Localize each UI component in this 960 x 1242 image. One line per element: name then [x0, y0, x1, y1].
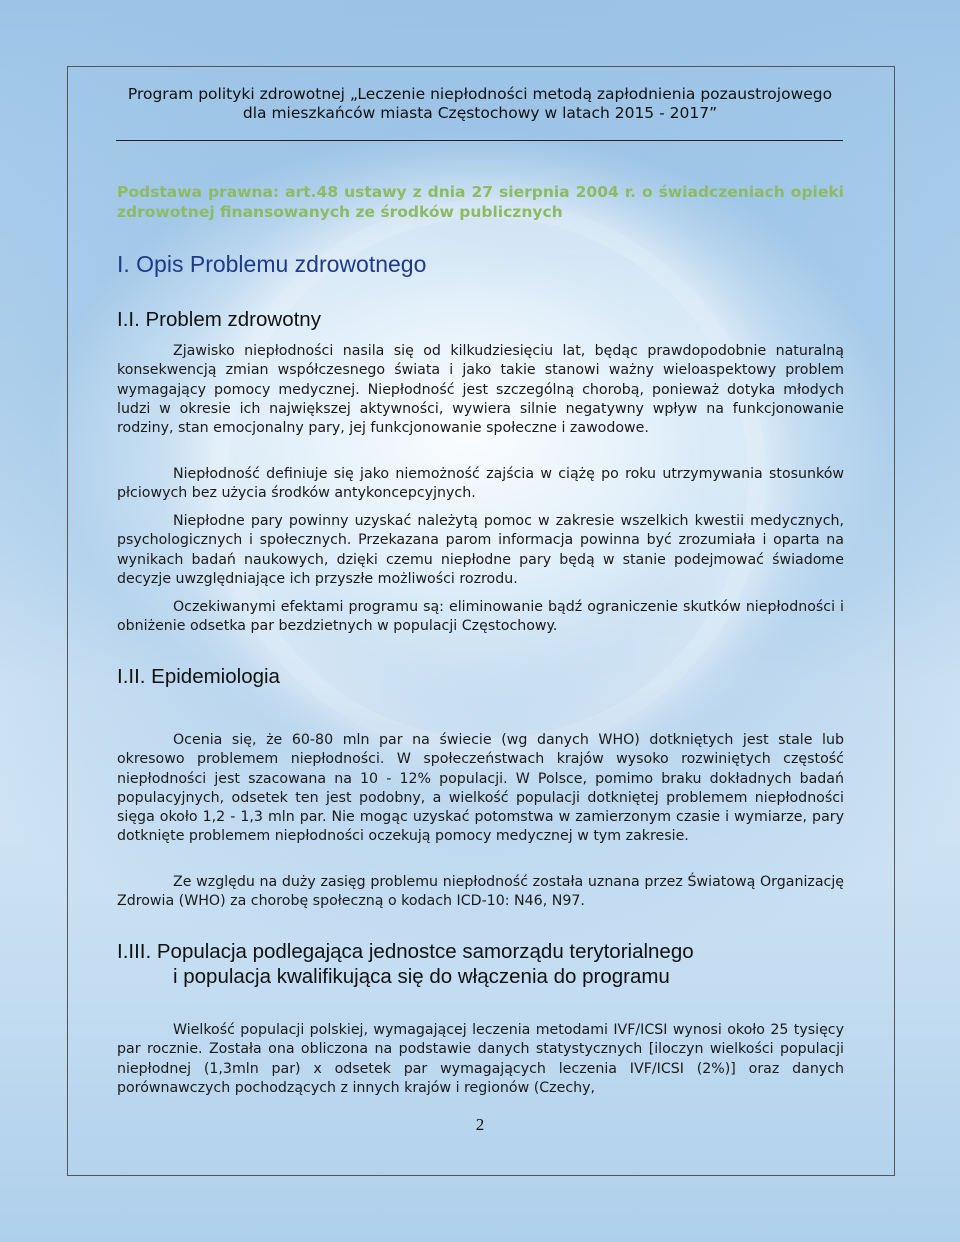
page-number: 2 — [475, 1115, 485, 1134]
header-rule — [116, 140, 843, 141]
paragraph-epidemiology-1: Ocenia się, że 60-80 mln par na świecie (wg danych WHO) dotkniętych jest stale lub okresowo problemem niepłodności. W społeczeństwach krajów wysoko rozwiniętych częstość niepłodności jest szacowana na 10 - 12% populacji. W Polsce, pomimo braku dokładnych badań populacyjnych, odsetek ten jest podobny, a wielkość populacji dotkniętej problemem niepłodności sięga około 1,2 - 1,3 mln par. Nie mogąc uzyskać potomstwa w zamierzonym czasie i wymiarze, pary dotknięte problemem niepłodności oczekują pomocy medycznej w tym zakresie. — [117, 732, 844, 845]
subsection-heading-population-line-1: I.III. Populacja podlegająca jednostce samorządu terytorialnego — [117, 940, 694, 963]
header-line-2: dla mieszkańców miasta Częstochowy w latach 2015 - 2017” — [242, 104, 718, 122]
paragraph-problem-1: Zjawisko niepłodności nasila się od kilkudziesięciu lat, będąc prawdopodobnie naturalną konsekwencją zmian współczesnego świata i jako takie stanowi ważny wieloaspektowy problem wymagający pomocy medycznej. Niepłodność jest szczególną chorobą, ponieważ dotyka młodych ludzi w okresie ich największej aktywności, wywiera silnie negatywny wpływ na funkcjonowanie rodziny, stan emocjonalny pary, jej funkcjonowanie społeczne i zawodowe. — [117, 343, 844, 437]
subsection-heading-population-line-2: i populacja kwalifikująca się do włączenia do programu — [173, 965, 670, 988]
paragraph-problem-3: Niepłodne pary powinny uzyskać należytą pomoc w zakresie wszelkich kwestii medycznych, psychologicznych i społecznych. Przekazana parom informacja powinna być zrozumiała i oparta na wynikach badań naukowych, dzięki czemu niepłodne pary będą w stanie podejmować świadome decyzje uwzględniające ich przyszłe możliwości rozrodu. — [117, 513, 844, 587]
legal-basis: Podstawa prawna: art.48 ustawy z dnia 27 sierpnia 2004 r. o świadczeniach opieki zdrowotnej finansowanych ze środków publicznych — [117, 183, 844, 221]
paragraph-problem-2: Niepłodność definiuje się jako niemożność zajścia w ciążę po roku utrzymywania stosunków płciowych bez użycia środków antykoncepcyjnych. — [117, 466, 844, 502]
subsection-heading-problem: I.I. Problem zdrowotny — [117, 308, 321, 331]
paragraph-population-1: Wielkość populacji polskiej, wymagającej leczenia metodami IVF/ICSI wynosi około 25 tysięcy par rocznie. Została ona obliczona na podstawie danych statystycznych [iloczyn wielkości populacji niepłodnej (1,3mln par) x odsetek par wymagających leczenia IVF/ICSI (2%)] oraz danych porównawczych pochodzących z innych krajów i regionów (Czechy, — [117, 1022, 844, 1096]
section-heading: I. Opis Problemu zdrowotnego — [117, 251, 427, 277]
paragraph-epidemiology-2: Ze względu na duży zasięg problemu niepłodność została uznana przez Światową Organizację Zdrowia (WHO) za chorobę społeczną o kodach ICD-10: N46, N97. — [117, 874, 844, 910]
header-line-1: Program polityki zdrowotnej „Leczenie niepłodności metodą zapłodnienia pozaustrojowego — [127, 85, 833, 103]
subsection-heading-epidemiology: I.II. Epidemiologia — [117, 665, 280, 688]
paragraph-problem-4: Oczekiwanymi efektami programu są: eliminowanie bądź ograniczenie skutków niepłodności i obniżenie odsetka par bezdzietnych w populacji Częstochowy. — [117, 599, 844, 635]
